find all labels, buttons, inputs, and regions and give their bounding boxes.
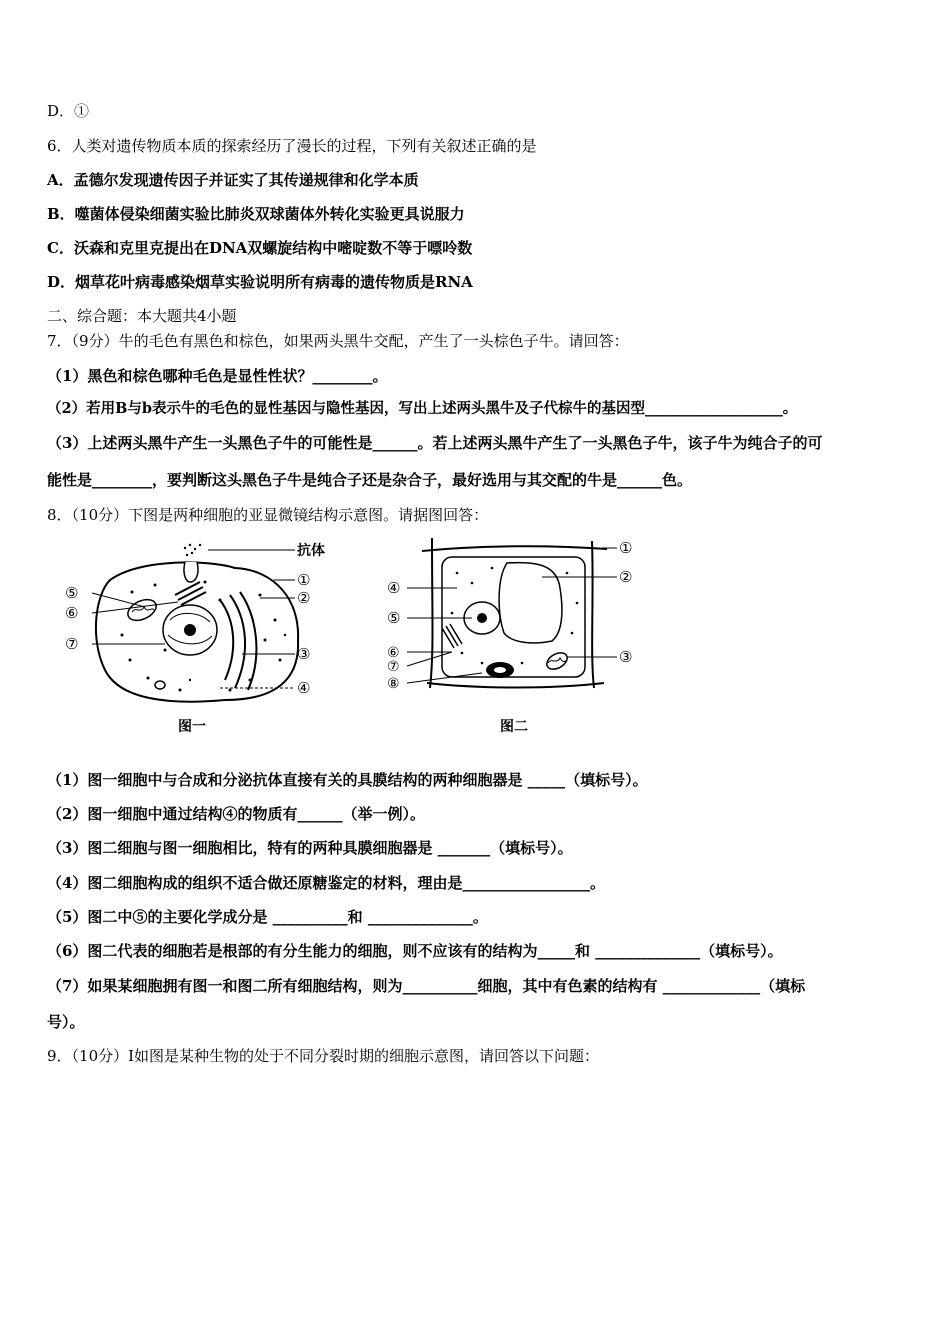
figure-1-caption: 图一 [178, 719, 206, 735]
q8-part-3: （3）图二细胞与图一细胞相比，特有的两种具膜细胞器是 _______（填标号）。 [47, 839, 573, 857]
question-8-stem: 8．（10分）下图是两种细胞的亚显微镜结构示意图。请据图回答： [47, 506, 489, 524]
question-7-stem: 7．（9分）牛的毛色有黑色和棕色，如果两头黑牛交配，产生了一头棕色子牛。请回答： [47, 332, 629, 350]
question-6-stem: 6．人类对遗传物质本质的探索经历了漫长的过程，下列有关叙述正确的是 [47, 137, 537, 155]
q7-part-1: （1）黑色和棕色哪种毛色是显性性状？________。 [47, 367, 388, 385]
q6-option-b: B．噬菌体侵染细菌实验比肺炎双球菌体外转化实验更具说服力 [47, 205, 465, 223]
section-heading: 二、综合题：本大题共4小题 [47, 307, 237, 325]
q6-option-c: C．沃森和克里克提出在DNA双螺旋结构中嘧啶数不等于嘌呤数 [47, 239, 473, 257]
q8-part-4: （4）图二细胞构成的组织不适合做还原糖鉴定的材料，理由是_________________。 [47, 874, 605, 892]
fig2-label-1: ① [619, 539, 633, 557]
q8-part-7-cont: 号）。 [47, 1013, 85, 1031]
fig2-label-2: ② [619, 568, 633, 586]
fig1-label-7: ⑦ [65, 635, 79, 653]
q7-part-3: （3）上述两头黑牛产生一头黑色子牛的可能性是______。若上述两头黑牛产生了一头黑色子牛，该子牛为纯合子的可 [47, 434, 823, 452]
fig1-label-3: ③ [297, 645, 311, 663]
option-d-prev: D．① [47, 102, 90, 120]
q6-option-d: D．烟草花叶病毒感染烟草实验说明所有病毒的遗传物质是RNA [47, 273, 473, 291]
q8-part-5: （5）图二中⑤的主要化学成分是 __________和 ______________。 [47, 908, 488, 926]
fig1-label-2: ② [297, 589, 311, 607]
antibody-label: 抗体 [297, 543, 325, 559]
q8-part-6: （6）图二代表的细胞若是根部的有分生能力的细胞，则不应该有的结构为_____和 ______________（填标号）。 [47, 942, 783, 960]
figure-2-plant-cell [382, 533, 652, 708]
fig2-label-8: ⑧ [387, 676, 400, 692]
fig1-label-6: ⑥ [65, 604, 79, 622]
figure-2-caption: 图二 [500, 719, 528, 735]
fig2-label-5: ⑤ [387, 609, 401, 627]
q8-part-2: （2）图一细胞中通过结构④的物质有______（举一例）。 [47, 805, 425, 823]
fig2-label-4: ④ [387, 579, 401, 597]
fig2-label-3: ③ [619, 648, 633, 666]
question-9-stem: 9．（10分）I如图是某种生物的处于不同分裂时期的细胞示意图，请回答以下问题： [47, 1047, 600, 1065]
fig1-label-4: ④ [297, 679, 311, 697]
q6-option-a: A．孟德尔发现遗传因子并证实了其传递规律和化学本质 [47, 171, 419, 189]
fig2-label-6: ⑥ [387, 645, 400, 661]
fig1-label-1: ① [297, 571, 311, 589]
q7-part-3-cont: 能性是________，要判断这头黑色子牛是纯合子还是杂合子，最好选用与其交配的牛是______色。 [47, 471, 693, 489]
fig2-label-7: ⑦ [387, 659, 400, 675]
q8-part-7: （7）如果某细胞拥有图一和图二所有细胞结构，则为__________细胞，其中有色素的结构有 _____________（填标 [47, 977, 806, 995]
q8-part-1: （1）图一细胞中与合成和分泌抗体直接有关的具膜结构的两种细胞器是 _____（填标号）。 [47, 771, 648, 789]
fig1-label-5: ⑤ [65, 584, 79, 602]
q7-part-2: （2）若用B与b表示牛的毛色的显性基因与隐性基因，写出上述两头黑牛及子代棕牛的基因型___________________。 [47, 400, 798, 417]
